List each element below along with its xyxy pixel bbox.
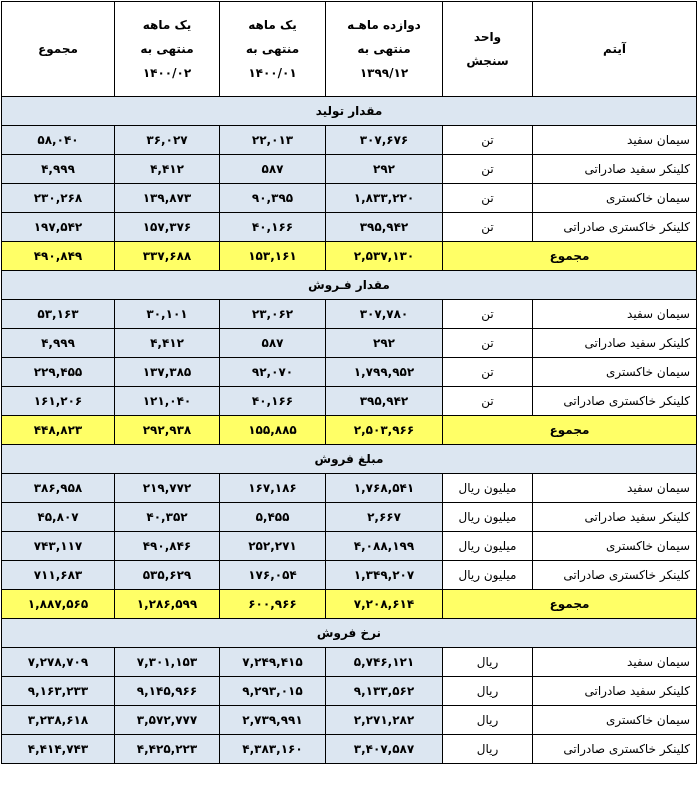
header-unit [443,2,533,97]
item-cell: سیمان سفید [533,474,697,503]
header-col1-line: ۱۳۹۹/۱۲ [359,66,409,80]
item-cell: سیمان سفید [533,300,697,329]
value-cell-col2: ۴۰,۱۶۶ [220,387,326,416]
value-cell-col3: ۱۳۹,۸۷۳ [115,184,220,213]
table-row [2,677,697,706]
value-cell-total: ۵۳,۱۶۳ [2,300,115,329]
value-cell-total: ۱۶۱,۲۰۶ [2,387,115,416]
total-cell-col3: ۱,۲۸۶,۵۹۹ [115,590,220,619]
total-cell-col1: ۷,۲۰۸,۶۱۴ [326,590,443,619]
total-cell-col2: ۱۵۵,۸۸۵ [220,416,326,445]
value-cell-total: ۲۲۹,۴۵۵ [2,358,115,387]
header-total: مجموع [2,2,115,97]
unit-cell: تن [443,358,533,387]
value-cell-col1: ۱,۷۹۹,۹۵۲ [326,358,443,387]
total-row [2,416,697,445]
value-cell-col1: ۹,۱۳۳,۵۶۲ [326,677,443,706]
value-cell-col1: ۳۹۵,۹۴۲ [326,213,443,242]
value-cell-col3: ۱۲۱,۰۴۰ [115,387,220,416]
section-header-row [2,271,697,300]
table-row [2,358,697,387]
unit-cell: ریال [443,706,533,735]
header-col2-line: یک ماهه [248,18,297,32]
unit-cell: تن [443,184,533,213]
table-row [2,300,697,329]
value-cell-col2: ۹۲,۰۷۰ [220,358,326,387]
value-cell-col1: ۲,۲۷۱,۲۸۲ [326,706,443,735]
value-cell-col2: ۵۸۷ [220,329,326,358]
header-col1 [326,2,443,97]
value-cell-col3: ۱۳۷,۳۸۵ [115,358,220,387]
total-label: مجموع [443,590,697,619]
header-item: آیتم [533,2,697,97]
item-cell: سیمان خاکستری [533,184,697,213]
item-cell: سیمان سفید [533,648,697,677]
header-col3-line: ۱۴۰۰/۰۲ [142,66,192,80]
total-cell-col1: ۲,۵۰۳,۹۶۶ [326,416,443,445]
value-cell-col1: ۲,۶۶۷ [326,503,443,532]
table-row [2,648,697,677]
total-label: مجموع [443,416,697,445]
value-cell-col2: ۷,۲۴۹,۴۱۵ [220,648,326,677]
item-cell: کلینکر خاکستری صادراتی [533,213,697,242]
table-row [2,126,697,155]
value-cell-col2: ۹۰,۳۹۵ [220,184,326,213]
header-unit-line: سنجش [466,54,509,68]
table-row [2,503,697,532]
table-row [2,387,697,416]
item-cell: کلینکر سفید صادراتی [533,329,697,358]
table-row [2,329,697,358]
table-row [2,532,697,561]
unit-cell: تن [443,126,533,155]
value-cell-col2: ۲۲,۰۱۳ [220,126,326,155]
header-col1-line: دوازده ماهـه [347,18,421,32]
item-cell: سیمان خاکستری [533,706,697,735]
total-cell-sum: ۴۹۰,۸۴۹ [2,242,115,271]
item-cell: کلینکر سفید صادراتی [533,503,697,532]
header-col2 [220,2,326,97]
value-cell-total: ۴,۹۹۹ [2,329,115,358]
total-label: مجموع [443,242,697,271]
value-cell-col1: ۳۰۷,۶۷۶ [326,126,443,155]
value-cell-col3: ۲۱۹,۷۷۲ [115,474,220,503]
value-cell-total: ۴,۴۱۴,۷۴۳ [2,735,115,764]
value-cell-col3: ۵۳۵,۶۲۹ [115,561,220,590]
header-col3 [115,2,220,97]
value-cell-col2: ۱۶۷,۱۸۶ [220,474,326,503]
total-cell-col3: ۳۳۷,۶۸۸ [115,242,220,271]
value-cell-col3: ۴,۴۱۲ [115,155,220,184]
total-cell-col2: ۱۵۳,۱۶۱ [220,242,326,271]
section-title: مقدار فـروش [2,271,697,300]
value-cell-total: ۳,۲۳۸,۶۱۸ [2,706,115,735]
unit-cell: میلیون ریال [443,561,533,590]
value-cell-col3: ۳۰,۱۰۱ [115,300,220,329]
value-cell-col1: ۳۹۵,۹۴۲ [326,387,443,416]
header-col3-line: منتهی به [140,42,194,56]
value-cell-total: ۴۵,۸۰۷ [2,503,115,532]
value-cell-total: ۲۳۰,۲۶۸ [2,184,115,213]
unit-cell: تن [443,155,533,184]
item-cell: سیمان خاکستری [533,532,697,561]
header-col3-line: یک ماهه [142,18,192,32]
unit-cell: تن [443,213,533,242]
value-cell-col3: ۴,۴۱۲ [115,329,220,358]
total-cell-col3: ۲۹۲,۹۳۸ [115,416,220,445]
value-cell-col3: ۴۹۰,۸۴۶ [115,532,220,561]
value-cell-col3: ۱۵۷,۳۷۶ [115,213,220,242]
item-cell: سیمان سفید [533,126,697,155]
total-row [2,590,697,619]
unit-cell: تن [443,329,533,358]
section-title: مبلغ فروش [2,445,697,474]
section-header-row [2,619,697,648]
section-header-row [2,445,697,474]
value-cell-col1: ۴,۰۸۸,۱۹۹ [326,532,443,561]
value-cell-total: ۷۱۱,۶۸۳ [2,561,115,590]
value-cell-col2: ۲۵۲,۲۷۱ [220,532,326,561]
unit-cell: ریال [443,677,533,706]
value-cell-col3: ۷,۳۰۱,۱۵۳ [115,648,220,677]
table-row [2,706,697,735]
item-cell: کلینکر سفید صادراتی [533,677,697,706]
value-cell-total: ۷,۲۷۸,۷۰۹ [2,648,115,677]
value-cell-col2: ۵۸۷ [220,155,326,184]
value-cell-total: ۷۴۳,۱۱۷ [2,532,115,561]
value-cell-total: ۳۸۶,۹۵۸ [2,474,115,503]
value-cell-col2: ۵,۴۵۵ [220,503,326,532]
value-cell-col2: ۴۰,۱۶۶ [220,213,326,242]
value-cell-col3: ۳,۵۷۲,۷۷۷ [115,706,220,735]
section-title: نرخ فروش [2,619,697,648]
unit-cell: میلیون ریال [443,503,533,532]
value-cell-col1: ۵,۷۴۶,۱۲۱ [326,648,443,677]
report-table [1,1,697,764]
value-cell-col2: ۹,۲۹۳,۰۱۵ [220,677,326,706]
section-header-row [2,97,697,126]
value-cell-col1: ۲۹۲ [326,329,443,358]
header-col2-line: ۱۴۰۰/۰۱ [248,66,297,80]
value-cell-col1: ۳۰۷,۷۸۰ [326,300,443,329]
total-cell-sum: ۴۴۸,۸۲۳ [2,416,115,445]
value-cell-col2: ۲۳,۰۶۲ [220,300,326,329]
table-row [2,735,697,764]
unit-cell: میلیون ریال [443,474,533,503]
table-row [2,561,697,590]
value-cell-total: ۱۹۷,۵۴۲ [2,213,115,242]
value-cell-col1: ۱,۸۳۳,۲۲۰ [326,184,443,213]
header-unit-line: واحد [473,30,502,44]
unit-cell: تن [443,387,533,416]
value-cell-total: ۵۸,۰۴۰ [2,126,115,155]
unit-cell: ریال [443,648,533,677]
total-row [2,242,697,271]
value-cell-col2: ۲,۷۳۹,۹۹۱ [220,706,326,735]
total-cell-sum: ۱,۸۸۷,۵۶۵ [2,590,115,619]
total-cell-col1: ۲,۵۳۷,۱۳۰ [326,242,443,271]
value-cell-col2: ۴,۳۸۳,۱۶۰ [220,735,326,764]
unit-cell: تن [443,300,533,329]
value-cell-col1: ۱,۳۴۹,۲۰۷ [326,561,443,590]
value-cell-total: ۹,۱۶۳,۲۳۳ [2,677,115,706]
header-col1-line: منتهی به [357,42,411,56]
header-col2-line: منتهی به [245,42,300,56]
value-cell-col3: ۹,۱۴۵,۹۶۶ [115,677,220,706]
value-cell-col2: ۱۷۶,۰۵۴ [220,561,326,590]
value-cell-col3: ۴۰,۳۵۲ [115,503,220,532]
value-cell-col1: ۱,۷۶۸,۵۴۱ [326,474,443,503]
item-cell: سیمان خاکستری [533,358,697,387]
item-cell: کلینکر خاکستری صادراتی [533,735,697,764]
item-cell: کلینکر خاکستری صادراتی [533,561,697,590]
total-cell-col2: ۶۰۰,۹۶۶ [220,590,326,619]
value-cell-col1: ۲۹۲ [326,155,443,184]
value-cell-col3: ۳۶,۰۲۷ [115,126,220,155]
header-row [2,2,697,97]
section-title: مقدار تولید [2,97,697,126]
table-row [2,474,697,503]
table-row [2,155,697,184]
table-row [2,213,697,242]
unit-cell: ریال [443,735,533,764]
item-cell: کلینکر خاکستری صادراتی [533,387,697,416]
item-cell: کلینکر سفید صادراتی [533,155,697,184]
value-cell-col3: ۴,۴۲۵,۲۲۳ [115,735,220,764]
table-row [2,184,697,213]
value-cell-col1: ۳,۴۰۷,۵۸۷ [326,735,443,764]
value-cell-total: ۴,۹۹۹ [2,155,115,184]
unit-cell: میلیون ریال [443,532,533,561]
